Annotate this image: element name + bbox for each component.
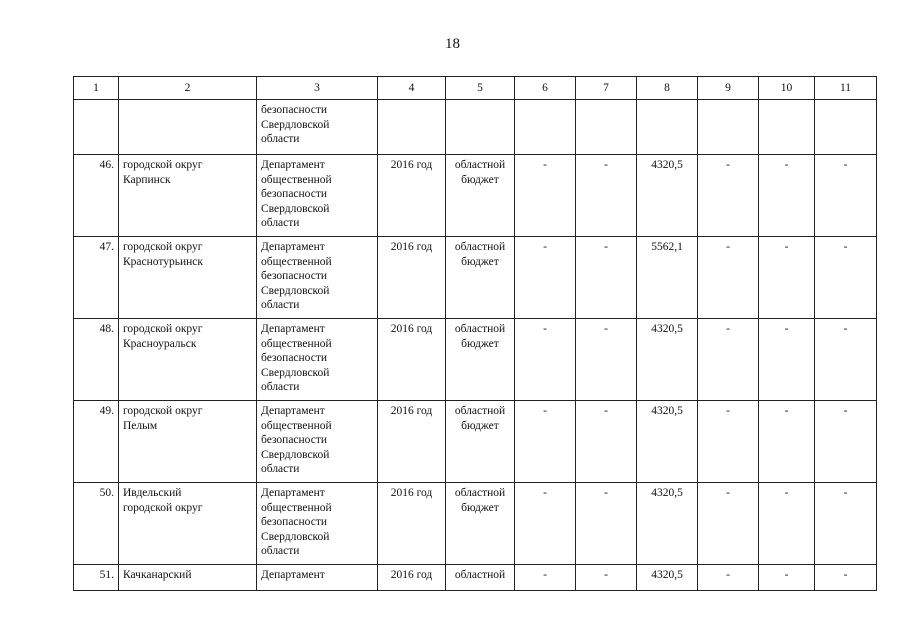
column-7-value	[576, 100, 637, 155]
header-cell: 5	[446, 77, 515, 100]
department-name: Департамент общественной безопасности Свердловской области	[257, 237, 378, 319]
header-cell: 8	[637, 77, 698, 100]
column-10-value: -	[759, 319, 815, 401]
row-number: 50.	[74, 483, 119, 565]
department-name: Департамент	[257, 565, 378, 591]
department-name: Департамент общественной безопасности Свердловской области	[257, 401, 378, 483]
column-9-value: -	[698, 483, 759, 565]
column-11-value: -	[815, 565, 877, 591]
column-6-value: -	[515, 565, 576, 591]
header-cell: 7	[576, 77, 637, 100]
column-11-value: -	[815, 401, 877, 483]
header-cell: 3	[257, 77, 378, 100]
row-number	[74, 100, 119, 155]
header-cell: 1	[74, 77, 119, 100]
column-10-value: -	[759, 237, 815, 319]
amount-value: 4320,5	[637, 565, 698, 591]
column-9-value: -	[698, 565, 759, 591]
table-row	[74, 237, 877, 319]
header-cell: 2	[119, 77, 257, 100]
column-11-value: -	[815, 237, 877, 319]
page-number: 18	[445, 36, 460, 52]
amount-value: 4320,5	[637, 401, 698, 483]
year-cell: 2016 год	[378, 401, 446, 483]
table-row	[74, 483, 877, 565]
column-10-value: -	[759, 565, 815, 591]
municipality-name: городской округ Красноуральск	[119, 319, 257, 401]
column-10-value	[759, 100, 815, 155]
column-10-value: -	[759, 155, 815, 237]
header-cell: 6	[515, 77, 576, 100]
header-cell: 11	[815, 77, 877, 100]
column-9-value: -	[698, 319, 759, 401]
header-row	[74, 77, 877, 100]
column-7-value: -	[576, 401, 637, 483]
column-10-value: -	[759, 401, 815, 483]
amount-value: 4320,5	[637, 319, 698, 401]
column-9-value	[698, 100, 759, 155]
header-cell: 10	[759, 77, 815, 100]
amount-value: 4320,5	[637, 155, 698, 237]
table-row	[74, 100, 877, 155]
funding-source: областной бюджет	[446, 237, 515, 319]
funding-source: областной бюджет	[446, 483, 515, 565]
column-11-value	[815, 100, 877, 155]
funding-source: областной бюджет	[446, 319, 515, 401]
year-cell: 2016 год	[378, 483, 446, 565]
year-cell	[378, 100, 446, 155]
header-cell: 4	[378, 77, 446, 100]
municipality-name: городской округ Краснотурьинск	[119, 237, 257, 319]
row-number: 49.	[74, 401, 119, 483]
column-7-value: -	[576, 319, 637, 401]
row-number: 47.	[74, 237, 119, 319]
row-number: 46.	[74, 155, 119, 237]
municipality-name: Ивдельский городской округ	[119, 483, 257, 565]
table-row	[74, 565, 877, 591]
department-name: Департамент общественной безопасности Свердловской области	[257, 483, 378, 565]
table-row	[74, 155, 877, 237]
column-9-value: -	[698, 401, 759, 483]
table-row	[74, 319, 877, 401]
municipality-name: Качканарский	[119, 565, 257, 591]
column-6-value: -	[515, 319, 576, 401]
column-11-value: -	[815, 155, 877, 237]
municipality-name: городской округ Карпинск	[119, 155, 257, 237]
amount-value: 5562,1	[637, 237, 698, 319]
funding-source	[446, 100, 515, 155]
column-9-value: -	[698, 237, 759, 319]
column-7-value: -	[576, 565, 637, 591]
amount-value	[637, 100, 698, 155]
funding-source: областной бюджет	[446, 401, 515, 483]
funding-source: областной бюджет	[446, 155, 515, 237]
funding-source: областной	[446, 565, 515, 591]
year-cell: 2016 год	[378, 319, 446, 401]
municipality-name	[119, 100, 257, 155]
column-6-value: -	[515, 401, 576, 483]
row-number: 48.	[74, 319, 119, 401]
column-6-value: -	[515, 155, 576, 237]
year-cell: 2016 год	[378, 565, 446, 591]
year-cell: 2016 год	[378, 155, 446, 237]
column-11-value: -	[815, 483, 877, 565]
department-name: Департамент общественной безопасности Свердловской области	[257, 155, 378, 237]
column-10-value: -	[759, 483, 815, 565]
column-7-value: -	[576, 237, 637, 319]
column-11-value: -	[815, 319, 877, 401]
column-6-value: -	[515, 237, 576, 319]
year-cell: 2016 год	[378, 237, 446, 319]
table-row	[74, 401, 877, 483]
column-7-value: -	[576, 155, 637, 237]
amount-value: 4320,5	[637, 483, 698, 565]
column-6-value	[515, 100, 576, 155]
column-6-value: -	[515, 483, 576, 565]
header-cell: 9	[698, 77, 759, 100]
column-9-value: -	[698, 155, 759, 237]
department-name: Департамент общественной безопасности Свердловской области	[257, 319, 378, 401]
row-number: 51.	[74, 565, 119, 591]
department-name: безопасности Свердловской области	[257, 100, 378, 155]
municipality-name: городской округ Пелым	[119, 401, 257, 483]
column-7-value: -	[576, 483, 637, 565]
funding-table	[73, 76, 877, 591]
